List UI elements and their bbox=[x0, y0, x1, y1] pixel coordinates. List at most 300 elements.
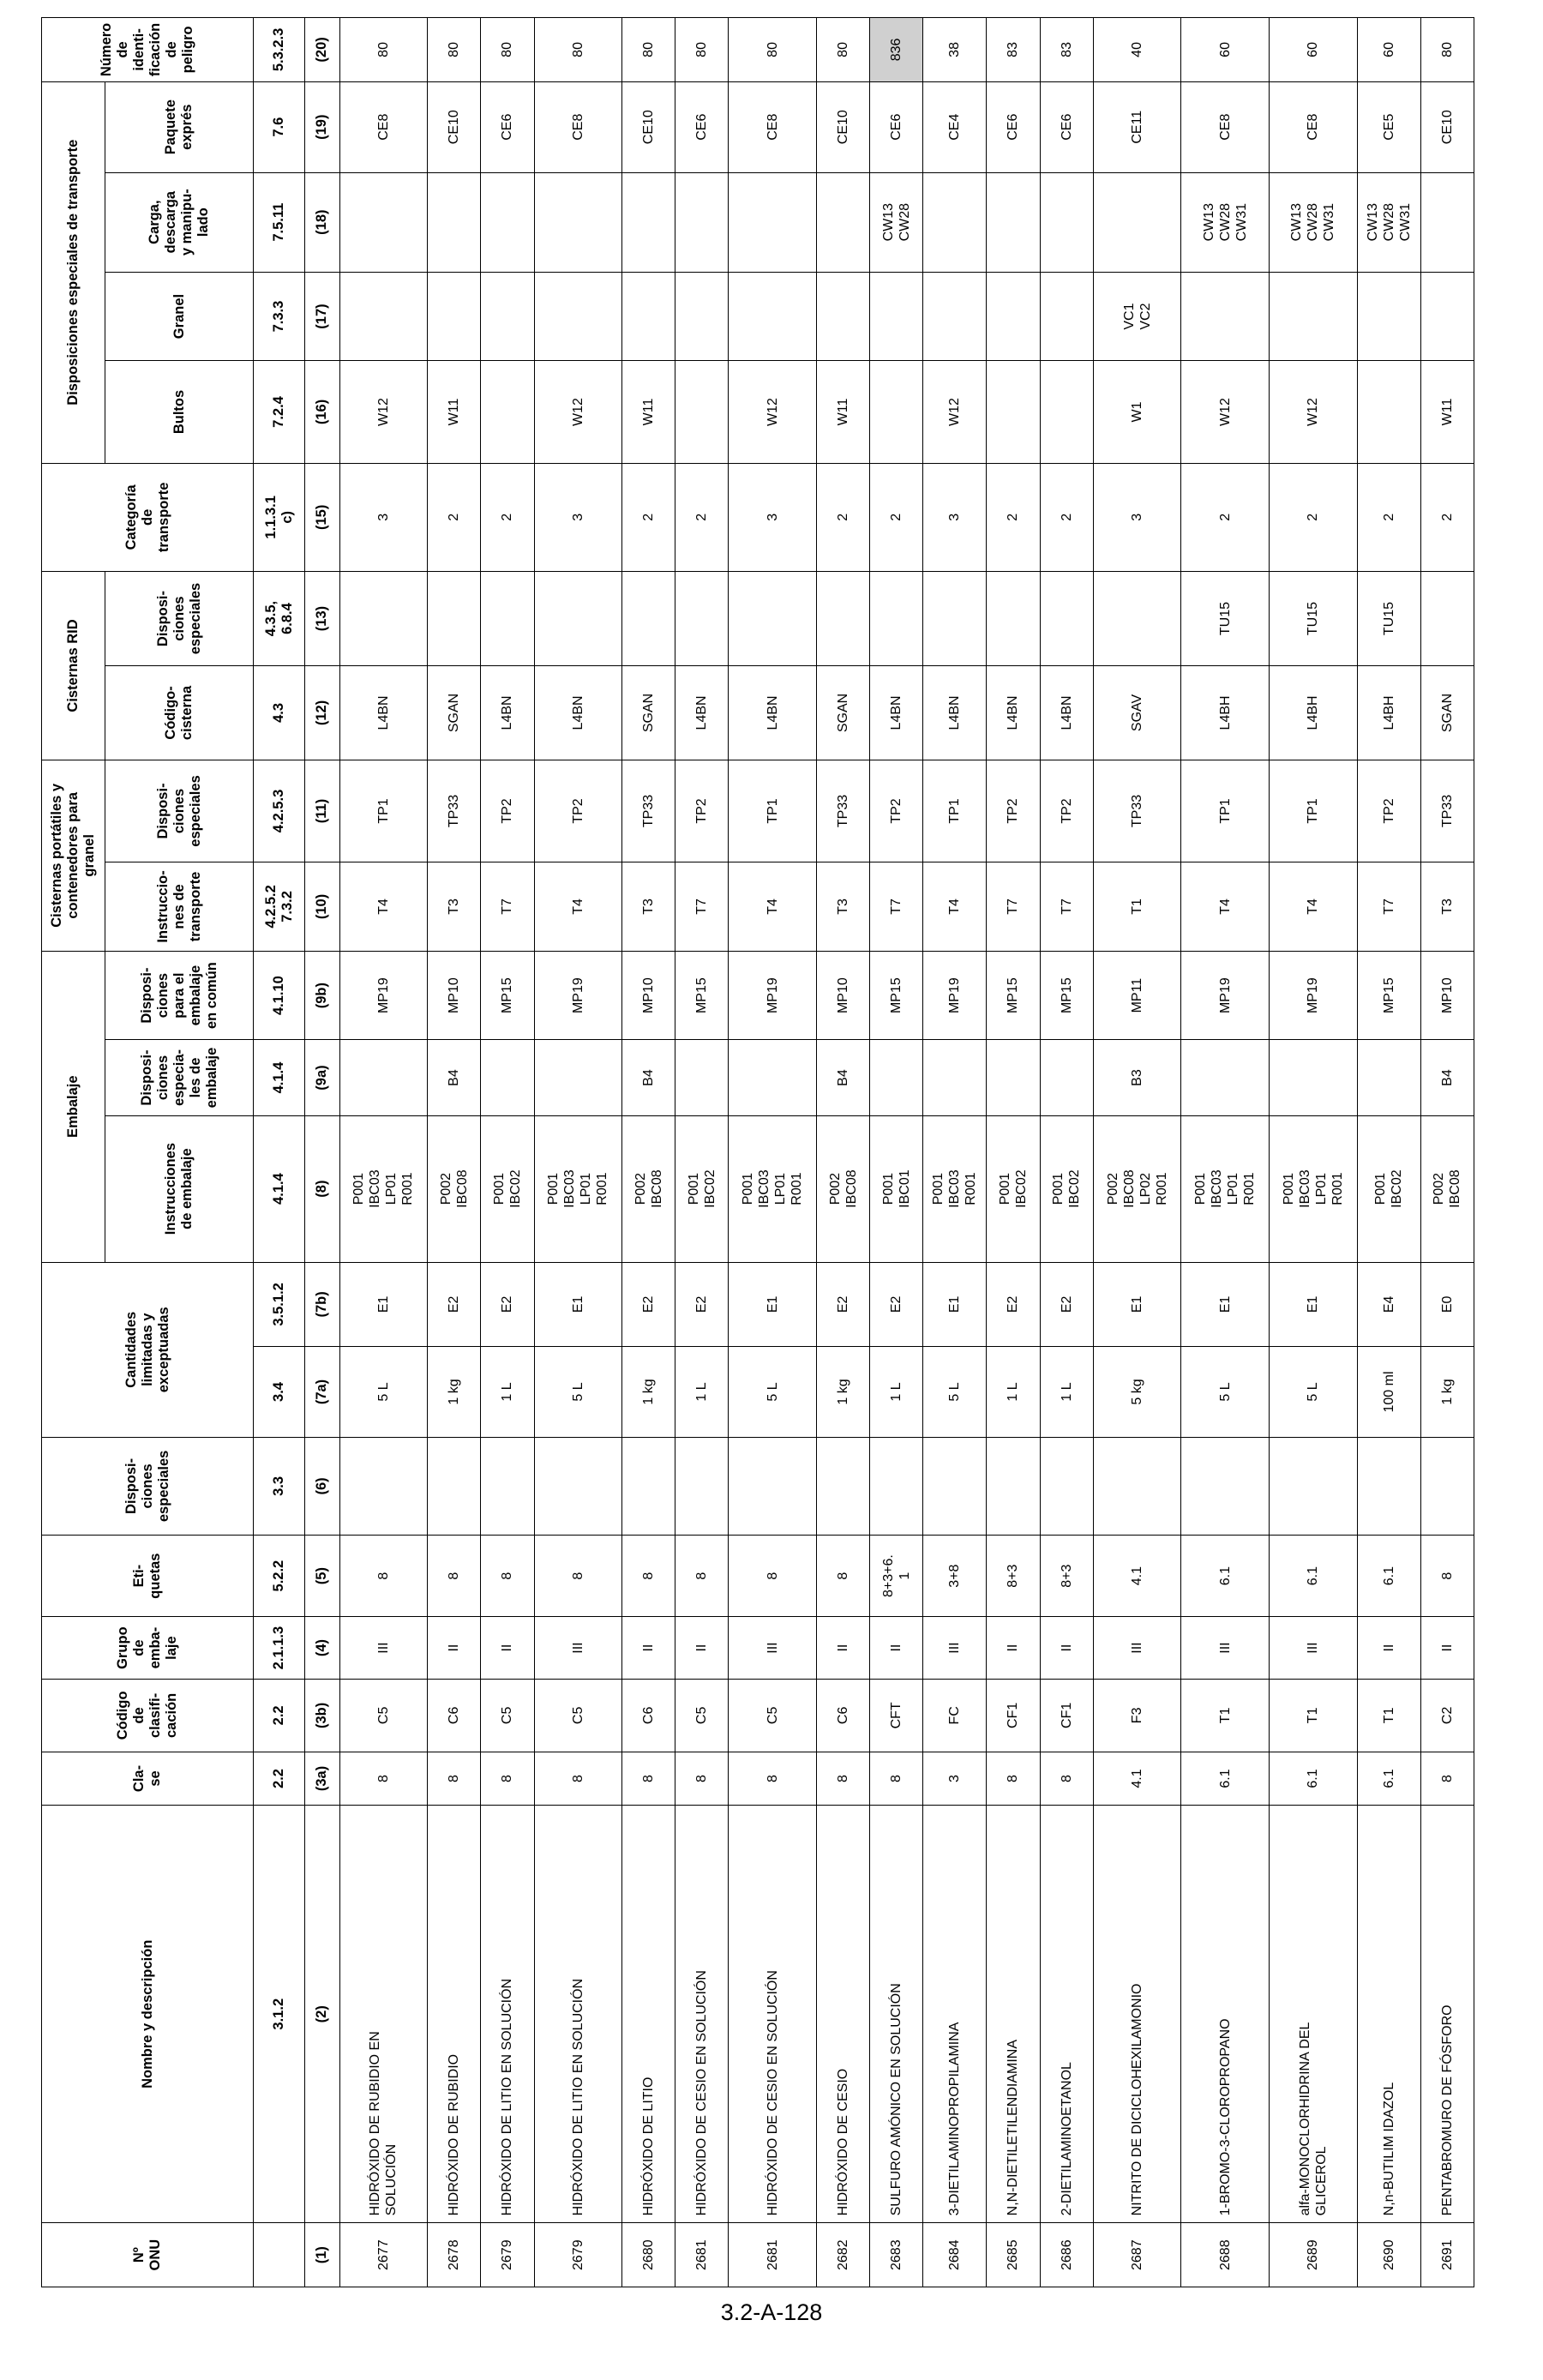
cell-class-code: T1 bbox=[1181, 1679, 1270, 1752]
ref-cell: 3.4 bbox=[254, 1347, 305, 1438]
table-row bbox=[729, 18, 817, 2287]
cell-class-code: C5 bbox=[481, 1679, 534, 1752]
cell-packing-special: B4 bbox=[817, 1040, 870, 1115]
cell-packing-instructions: P001 IBC03 LP01 R001 bbox=[729, 1115, 817, 1262]
cell-packages-provision bbox=[481, 361, 534, 463]
cell-un-no: 2690 bbox=[1357, 2223, 1420, 2287]
col-number-cell: (11) bbox=[304, 760, 339, 862]
cell-name: HIDRÓXIDO DE LITIO EN SOLUCIÓN bbox=[534, 1806, 622, 2223]
table-row bbox=[1420, 18, 1474, 2287]
cell-packages-provision bbox=[1357, 361, 1420, 463]
cell-tank-instructions: T7 bbox=[870, 862, 923, 952]
cell-limited-qty: 5 L bbox=[534, 1347, 622, 1438]
ref-cell: 3.3 bbox=[254, 1437, 305, 1535]
cell-express-provision: CE6 bbox=[481, 81, 534, 172]
cell-labels: 8 bbox=[534, 1535, 622, 1616]
cell-tank-code: L4BN bbox=[1040, 665, 1093, 760]
header-special-provisions: Disposi- ciones especiales bbox=[42, 1437, 254, 1535]
col-number-cell: (19) bbox=[304, 81, 339, 172]
header-rid-special: Disposi- ciones especiales bbox=[105, 572, 254, 666]
cell-class-code: F3 bbox=[1093, 1679, 1181, 1752]
cell-bulk-provision bbox=[481, 272, 534, 361]
cell-tank-instructions: T4 bbox=[534, 862, 622, 952]
cell-loading-provision bbox=[817, 172, 870, 272]
cell-packing-group: III bbox=[1270, 1617, 1358, 1680]
table-row bbox=[817, 18, 870, 2287]
cell-un-no: 2689 bbox=[1270, 2223, 1358, 2287]
cell-excepted-qty: E4 bbox=[1357, 1262, 1420, 1346]
cell-rid-special bbox=[987, 572, 1040, 666]
cell-bulk-provision bbox=[622, 272, 675, 361]
header-row-colnums bbox=[304, 18, 339, 2287]
cell-labels: 8 bbox=[481, 1535, 534, 1616]
cell-packing-instructions: P001 IBC03 LP01 R001 bbox=[1181, 1115, 1270, 1262]
cell-special-provisions bbox=[534, 1437, 622, 1535]
cell-limited-qty: 1 L bbox=[675, 1347, 729, 1438]
cell-tank-code: L4BN bbox=[870, 665, 923, 760]
ref-cell: 4.1.10 bbox=[254, 951, 305, 1040]
cell-hazard-id: 80 bbox=[534, 18, 622, 82]
col-number-cell: (12) bbox=[304, 665, 339, 760]
cell-class: 8 bbox=[428, 1752, 481, 1805]
cell-un-no: 2681 bbox=[729, 2223, 817, 2287]
cell-loading-provision bbox=[1420, 172, 1474, 272]
cell-packing-special: B3 bbox=[1093, 1040, 1181, 1115]
cell-tank-code: SGAN bbox=[622, 665, 675, 760]
cell-un-no: 2688 bbox=[1181, 2223, 1270, 2287]
cell-excepted-qty: E2 bbox=[1040, 1262, 1093, 1346]
cell-express-provision: CE6 bbox=[675, 81, 729, 172]
ref-cell: 7.2.4 bbox=[254, 361, 305, 463]
cell-class-code: CFT bbox=[870, 1679, 923, 1752]
cell-packing-special: B4 bbox=[428, 1040, 481, 1115]
ref-cell: 1.1.3.1 c) bbox=[254, 463, 305, 571]
cell-tank-code: SGAN bbox=[1420, 665, 1474, 760]
cell-rid-special bbox=[1040, 572, 1093, 666]
header-bulk: Granel bbox=[105, 272, 254, 361]
cell-hazard-id: 80 bbox=[1420, 18, 1474, 82]
cell-packing-instructions: P002 IBC08 bbox=[817, 1115, 870, 1262]
rotated-table-wrapper bbox=[41, 17, 1474, 2287]
ref-cell: 3.5.1.2 bbox=[254, 1262, 305, 1346]
cell-transport-category: 3 bbox=[923, 463, 987, 571]
cell-packing-special bbox=[987, 1040, 1040, 1115]
cell-excepted-qty: E0 bbox=[1420, 1262, 1474, 1346]
cell-bulk-provision bbox=[870, 272, 923, 361]
cell-excepted-qty: E1 bbox=[729, 1262, 817, 1346]
cell-class: 6.1 bbox=[1270, 1752, 1358, 1805]
cell-labels: 8 bbox=[817, 1535, 870, 1616]
cell-class: 8 bbox=[481, 1752, 534, 1805]
col-number-cell: (17) bbox=[304, 272, 339, 361]
col-number-cell: (9a) bbox=[304, 1040, 339, 1115]
cell-un-no: 2685 bbox=[987, 2223, 1040, 2287]
cell-name: HIDRÓXIDO DE CESIO bbox=[817, 1806, 870, 2223]
cell-limited-qty: 5 L bbox=[729, 1347, 817, 1438]
page-number: 3.2-A-128 bbox=[720, 2299, 823, 2325]
cell-hazard-id: 80 bbox=[675, 18, 729, 82]
cell-class-code: T1 bbox=[1357, 1679, 1420, 1752]
cell-tank-special: TP33 bbox=[1093, 760, 1181, 862]
cell-tank-code: L4BN bbox=[339, 665, 428, 760]
cell-rid-special bbox=[729, 572, 817, 666]
cell-loading-provision bbox=[339, 172, 428, 272]
cell-special-provisions bbox=[923, 1437, 987, 1535]
table-row bbox=[481, 18, 534, 2287]
cell-excepted-qty: E2 bbox=[870, 1262, 923, 1346]
cell-express-provision: CE10 bbox=[1420, 81, 1474, 172]
cell-labels: 8 bbox=[729, 1535, 817, 1616]
cell-labels: 3+8 bbox=[923, 1535, 987, 1616]
cell-packing-group: II bbox=[817, 1617, 870, 1680]
cell-un-no: 2682 bbox=[817, 2223, 870, 2287]
cell-labels: 8+3 bbox=[987, 1535, 1040, 1616]
cell-bulk-provision bbox=[1270, 272, 1358, 361]
cell-bulk-provision bbox=[987, 272, 1040, 361]
cell-transport-category: 2 bbox=[1040, 463, 1093, 571]
cell-rid-special: TU15 bbox=[1270, 572, 1358, 666]
cell-tank-instructions: T3 bbox=[428, 862, 481, 952]
cell-bulk-provision bbox=[1040, 272, 1093, 361]
col-number-cell: (8) bbox=[304, 1115, 339, 1262]
cell-tank-special: TP2 bbox=[534, 760, 622, 862]
cell-mixed-packing: MP15 bbox=[1357, 951, 1420, 1040]
cell-packing-group: III bbox=[1093, 1617, 1181, 1680]
header-packaging: Embalaje bbox=[42, 951, 105, 1262]
cell-class: 8 bbox=[534, 1752, 622, 1805]
header-rid-tanks: Cisternas RID bbox=[42, 572, 105, 760]
cell-excepted-qty: E1 bbox=[1093, 1262, 1181, 1346]
cell-excepted-qty: E2 bbox=[987, 1262, 1040, 1346]
col-number-cell: (16) bbox=[304, 361, 339, 463]
cell-packing-instructions: P001 IBC02 bbox=[1357, 1115, 1420, 1262]
table-row bbox=[534, 18, 622, 2287]
table-row bbox=[428, 18, 481, 2287]
cell-limited-qty: 1 kg bbox=[622, 1347, 675, 1438]
cell-special-provisions bbox=[1270, 1437, 1358, 1535]
cell-packing-group: II bbox=[1357, 1617, 1420, 1680]
cell-tank-special: TP33 bbox=[428, 760, 481, 862]
cell-mixed-packing: MP19 bbox=[534, 951, 622, 1040]
cell-class-code: C6 bbox=[817, 1679, 870, 1752]
cell-tank-special: TP2 bbox=[987, 760, 1040, 862]
cell-un-no: 2691 bbox=[1420, 2223, 1474, 2287]
cell-transport-category: 2 bbox=[870, 463, 923, 571]
ref-cell: 2.1.1.3 bbox=[254, 1617, 305, 1680]
cell-loading-provision bbox=[675, 172, 729, 272]
cell-express-provision: CE10 bbox=[817, 81, 870, 172]
cell-tank-instructions: T4 bbox=[1270, 862, 1358, 952]
col-number-cell: (7a) bbox=[304, 1347, 339, 1438]
cell-un-no: 2677 bbox=[339, 2223, 428, 2287]
cell-tank-special: TP33 bbox=[1420, 760, 1474, 862]
cell-packing-instructions: P001 IBC03 LP01 R001 bbox=[534, 1115, 622, 1262]
cell-loading-provision bbox=[622, 172, 675, 272]
cell-packing-group: III bbox=[1181, 1617, 1270, 1680]
cell-labels: 8 bbox=[339, 1535, 428, 1616]
cell-special-provisions bbox=[870, 1437, 923, 1535]
cell-packing-group: II bbox=[1040, 1617, 1093, 1680]
ref-cell: 4.3 bbox=[254, 665, 305, 760]
cell-un-no: 2678 bbox=[428, 2223, 481, 2287]
cell-mixed-packing: MP19 bbox=[1270, 951, 1358, 1040]
cell-class: 8 bbox=[870, 1752, 923, 1805]
cell-rid-special bbox=[481, 572, 534, 666]
col-number-cell: (3a) bbox=[304, 1752, 339, 1805]
header-transport-category: Categoría de transporte bbox=[42, 463, 254, 571]
cell-labels: 6.1 bbox=[1181, 1535, 1270, 1616]
cell-transport-category: 2 bbox=[622, 463, 675, 571]
cell-limited-qty: 1 L bbox=[987, 1347, 1040, 1438]
cell-name: NITRITO DE DICICLOHEXILAMONIO bbox=[1093, 1806, 1181, 2223]
cell-packing-instructions: P002 IBC08 bbox=[428, 1115, 481, 1262]
cell-express-provision: CE10 bbox=[428, 81, 481, 172]
cell-limited-qty: 5 L bbox=[923, 1347, 987, 1438]
cell-class-code: C6 bbox=[428, 1679, 481, 1752]
cell-hazard-id: 80 bbox=[729, 18, 817, 82]
cell-class-code: C5 bbox=[729, 1679, 817, 1752]
cell-rid-special bbox=[339, 572, 428, 666]
cell-transport-category: 2 bbox=[1181, 463, 1270, 571]
col-number-cell: (1) bbox=[304, 2223, 339, 2287]
cell-transport-category: 3 bbox=[1093, 463, 1181, 571]
cell-labels: 8 bbox=[1420, 1535, 1474, 1616]
cell-un-no: 2681 bbox=[675, 2223, 729, 2287]
cell-tank-instructions: T7 bbox=[1040, 862, 1093, 952]
cell-packing-instructions: P001 IBC02 bbox=[481, 1115, 534, 1262]
header-un-no: Nº ONU bbox=[42, 2223, 254, 2287]
cell-class: 6.1 bbox=[1181, 1752, 1270, 1805]
cell-packing-special bbox=[870, 1040, 923, 1115]
cell-express-provision: CE6 bbox=[1040, 81, 1093, 172]
ref-cell: 4.1.4 bbox=[254, 1115, 305, 1262]
cell-excepted-qty: E1 bbox=[923, 1262, 987, 1346]
cell-tank-instructions: T4 bbox=[1181, 862, 1270, 952]
cell-loading-provision: CW13 CW28 bbox=[870, 172, 923, 272]
cell-packing-special bbox=[1357, 1040, 1420, 1115]
cell-class-code: C5 bbox=[675, 1679, 729, 1752]
cell-class: 6.1 bbox=[1357, 1752, 1420, 1805]
cell-packing-instructions: P002 IBC08 bbox=[622, 1115, 675, 1262]
cell-name: HIDRÓXIDO DE CESIO EN SOLUCIÓN bbox=[729, 1806, 817, 2223]
cell-labels: 8 bbox=[675, 1535, 729, 1616]
ref-cell: 4.3.5, 6.8.4 bbox=[254, 572, 305, 666]
cell-packages-provision bbox=[987, 361, 1040, 463]
table-row bbox=[339, 18, 428, 2287]
cell-name: HIDRÓXIDO DE CESIO EN SOLUCIÓN bbox=[675, 1806, 729, 2223]
cell-tank-special: TP1 bbox=[729, 760, 817, 862]
cell-labels: 8 bbox=[428, 1535, 481, 1616]
ref-cell: 4.2.5.2 7.3.2 bbox=[254, 862, 305, 952]
cell-transport-category: 2 bbox=[1270, 463, 1358, 571]
cell-packing-instructions: P001 IBC02 bbox=[675, 1115, 729, 1262]
cell-packages-provision bbox=[1040, 361, 1093, 463]
cell-limited-qty: 1 kg bbox=[428, 1347, 481, 1438]
cell-special-provisions bbox=[1420, 1437, 1474, 1535]
cell-express-provision: CE8 bbox=[1270, 81, 1358, 172]
col-number-cell: (2) bbox=[304, 1806, 339, 2223]
header-packages: Bultos bbox=[105, 361, 254, 463]
cell-labels: 8+3+6. 1 bbox=[870, 1535, 923, 1616]
cell-name: HIDRÓXIDO DE RUBIDIO bbox=[428, 1806, 481, 2223]
cell-express-provision: CE8 bbox=[339, 81, 428, 172]
cell-hazard-id: 80 bbox=[481, 18, 534, 82]
cell-name: PENTABROMURO DE FÓSFORO bbox=[1420, 1806, 1474, 2223]
cell-limited-qty: 5 kg bbox=[1093, 1347, 1181, 1438]
header-loading: Carga, descarga y manipu- lado bbox=[105, 172, 254, 272]
cell-tank-special: TP33 bbox=[622, 760, 675, 862]
cell-packages-provision: W12 bbox=[1270, 361, 1358, 463]
cell-tank-code: L4BN bbox=[987, 665, 1040, 760]
cell-special-provisions bbox=[1181, 1437, 1270, 1535]
cell-tank-special: TP1 bbox=[339, 760, 428, 862]
cell-tank-instructions: T4 bbox=[923, 862, 987, 952]
cell-mixed-packing: MP15 bbox=[675, 951, 729, 1040]
cell-special-provisions bbox=[622, 1437, 675, 1535]
cell-loading-provision: CW13 CW28 CW31 bbox=[1181, 172, 1270, 272]
cell-packing-group: III bbox=[534, 1617, 622, 1680]
cell-hazard-id: 83 bbox=[1040, 18, 1093, 82]
table-row bbox=[987, 18, 1040, 2287]
cell-excepted-qty: E1 bbox=[339, 1262, 428, 1346]
cell-loading-provision bbox=[1093, 172, 1181, 272]
header-labels: Eti- quetas bbox=[42, 1535, 254, 1616]
cell-excepted-qty: E1 bbox=[1270, 1262, 1358, 1346]
cell-class: 8 bbox=[729, 1752, 817, 1805]
ref-cell: 4.2.5.3 bbox=[254, 760, 305, 862]
cell-tank-special: TP1 bbox=[1270, 760, 1358, 862]
cell-packages-provision bbox=[675, 361, 729, 463]
cell-loading-provision bbox=[481, 172, 534, 272]
cell-class: 4.1 bbox=[1093, 1752, 1181, 1805]
cell-special-provisions bbox=[1093, 1437, 1181, 1535]
cell-tank-special: TP2 bbox=[1357, 760, 1420, 862]
header-class: Cla- se bbox=[42, 1752, 254, 1805]
cell-express-provision: CE4 bbox=[923, 81, 987, 172]
cell-class: 8 bbox=[675, 1752, 729, 1805]
cell-special-provisions bbox=[1040, 1437, 1093, 1535]
cell-name: 2-DIETILAMINOETANOL bbox=[1040, 1806, 1093, 2223]
cell-packing-instructions: P001 IBC03 R001 bbox=[923, 1115, 987, 1262]
cell-express-provision: CE6 bbox=[870, 81, 923, 172]
cell-loading-provision bbox=[1040, 172, 1093, 272]
ref-cell: 5.2.2 bbox=[254, 1535, 305, 1616]
cell-special-provisions bbox=[675, 1437, 729, 1535]
cell-class: 3 bbox=[923, 1752, 987, 1805]
cell-special-provisions bbox=[1357, 1437, 1420, 1535]
cell-packing-group: II bbox=[481, 1617, 534, 1680]
cell-limited-qty: 1 kg bbox=[817, 1347, 870, 1438]
cell-limited-qty: 1 L bbox=[481, 1347, 534, 1438]
cell-hazard-id: 38 bbox=[923, 18, 987, 82]
cell-bulk-provision bbox=[1357, 272, 1420, 361]
cell-bulk-provision bbox=[923, 272, 987, 361]
cell-hazard-id: 40 bbox=[1093, 18, 1181, 82]
header-mixed-packing: Disposi- ciones para el embalaje en común bbox=[105, 951, 254, 1040]
header-row-refs bbox=[254, 18, 305, 2287]
cell-tank-instructions: T3 bbox=[1420, 862, 1474, 952]
cell-packing-instructions: P002 IBC08 LP02 R001 bbox=[1093, 1115, 1181, 1262]
cell-tank-instructions: T4 bbox=[729, 862, 817, 952]
col-number-cell: (3b) bbox=[304, 1679, 339, 1752]
cell-special-provisions bbox=[817, 1437, 870, 1535]
cell-packing-special bbox=[481, 1040, 534, 1115]
cell-un-no: 2679 bbox=[534, 2223, 622, 2287]
cell-excepted-qty: E2 bbox=[428, 1262, 481, 1346]
cell-transport-category: 2 bbox=[428, 463, 481, 571]
cell-packing-instructions: P001 IBC03 LP01 R001 bbox=[1270, 1115, 1358, 1262]
cell-excepted-qty: E2 bbox=[622, 1262, 675, 1346]
cell-packing-group: II bbox=[987, 1617, 1040, 1680]
header-pack-instr: Instrucciones de embalaje bbox=[105, 1115, 254, 1262]
ref-cell: 5.3.2.3 bbox=[254, 18, 305, 82]
cell-tank-code: L4BN bbox=[675, 665, 729, 760]
cell-hazard-id: 83 bbox=[987, 18, 1040, 82]
cell-tank-special: TP2 bbox=[1040, 760, 1093, 862]
table-row bbox=[1040, 18, 1093, 2287]
cell-transport-category: 2 bbox=[1357, 463, 1420, 571]
header-portable-tanks: Cisternas portátiles y contenedores para granel bbox=[42, 760, 105, 951]
cell-loading-provision bbox=[534, 172, 622, 272]
ref-cell: 7.6 bbox=[254, 81, 305, 172]
cell-packages-provision: W11 bbox=[1420, 361, 1474, 463]
cell-packing-group: III bbox=[923, 1617, 987, 1680]
cell-class: 8 bbox=[622, 1752, 675, 1805]
cell-packages-provision: W11 bbox=[622, 361, 675, 463]
cell-packing-instructions: P001 IBC01 bbox=[870, 1115, 923, 1262]
cell-tank-instructions: T7 bbox=[675, 862, 729, 952]
header-tank-special: Disposi- ciones especiales bbox=[105, 760, 254, 862]
cell-name: 1-BROMO-3-CLOROPROPANO bbox=[1181, 1806, 1270, 2223]
cell-packages-provision: W12 bbox=[1181, 361, 1270, 463]
col-number-cell: (6) bbox=[304, 1437, 339, 1535]
cell-tank-instructions: T4 bbox=[339, 862, 428, 952]
cell-loading-provision: CW13 CW28 CW31 bbox=[1357, 172, 1420, 272]
cell-packing-special bbox=[534, 1040, 622, 1115]
header-special-transport: Disposiciones especiales de transporte bbox=[42, 81, 105, 463]
cell-tank-code: L4BN bbox=[534, 665, 622, 760]
cell-mixed-packing: MP19 bbox=[923, 951, 987, 1040]
cell-mixed-packing: MP10 bbox=[817, 951, 870, 1040]
cell-rid-special: TU15 bbox=[1181, 572, 1270, 666]
header-name: Nombre y descripción bbox=[42, 1806, 254, 2223]
ref-cell: 2.2 bbox=[254, 1679, 305, 1752]
header-tank-instr: Instruccio- nes de transporte bbox=[105, 862, 254, 952]
cell-packages-provision: W1 bbox=[1093, 361, 1181, 463]
cell-tank-code: L4BH bbox=[1181, 665, 1270, 760]
cell-labels: 8+3 bbox=[1040, 1535, 1093, 1616]
cell-tank-instructions: T7 bbox=[987, 862, 1040, 952]
cell-tank-special: TP2 bbox=[870, 760, 923, 862]
cell-name: HIDRÓXIDO DE RUBIDIO EN SOLUCIÓN bbox=[339, 1806, 428, 2223]
header-express: Paquete exprés bbox=[105, 81, 254, 172]
ref-cell: 4.1.4 bbox=[254, 1040, 305, 1115]
cell-tank-instructions: T3 bbox=[817, 862, 870, 952]
cell-packing-group: II bbox=[870, 1617, 923, 1680]
cell-rid-special: TU15 bbox=[1357, 572, 1420, 666]
cell-labels: 4.1 bbox=[1093, 1535, 1181, 1616]
cell-packing-special: B4 bbox=[1420, 1040, 1474, 1115]
cell-packages-provision: W11 bbox=[817, 361, 870, 463]
cell-un-no: 2683 bbox=[870, 2223, 923, 2287]
cell-tank-code: L4BN bbox=[923, 665, 987, 760]
cell-class: 8 bbox=[1040, 1752, 1093, 1805]
header-pack-special: Disposi- ciones especia- les de embalaje bbox=[105, 1040, 254, 1115]
table-row bbox=[923, 18, 987, 2287]
ref-cell: 2.2 bbox=[254, 1752, 305, 1805]
cell-class: 8 bbox=[1420, 1752, 1474, 1805]
cell-special-provisions bbox=[987, 1437, 1040, 1535]
